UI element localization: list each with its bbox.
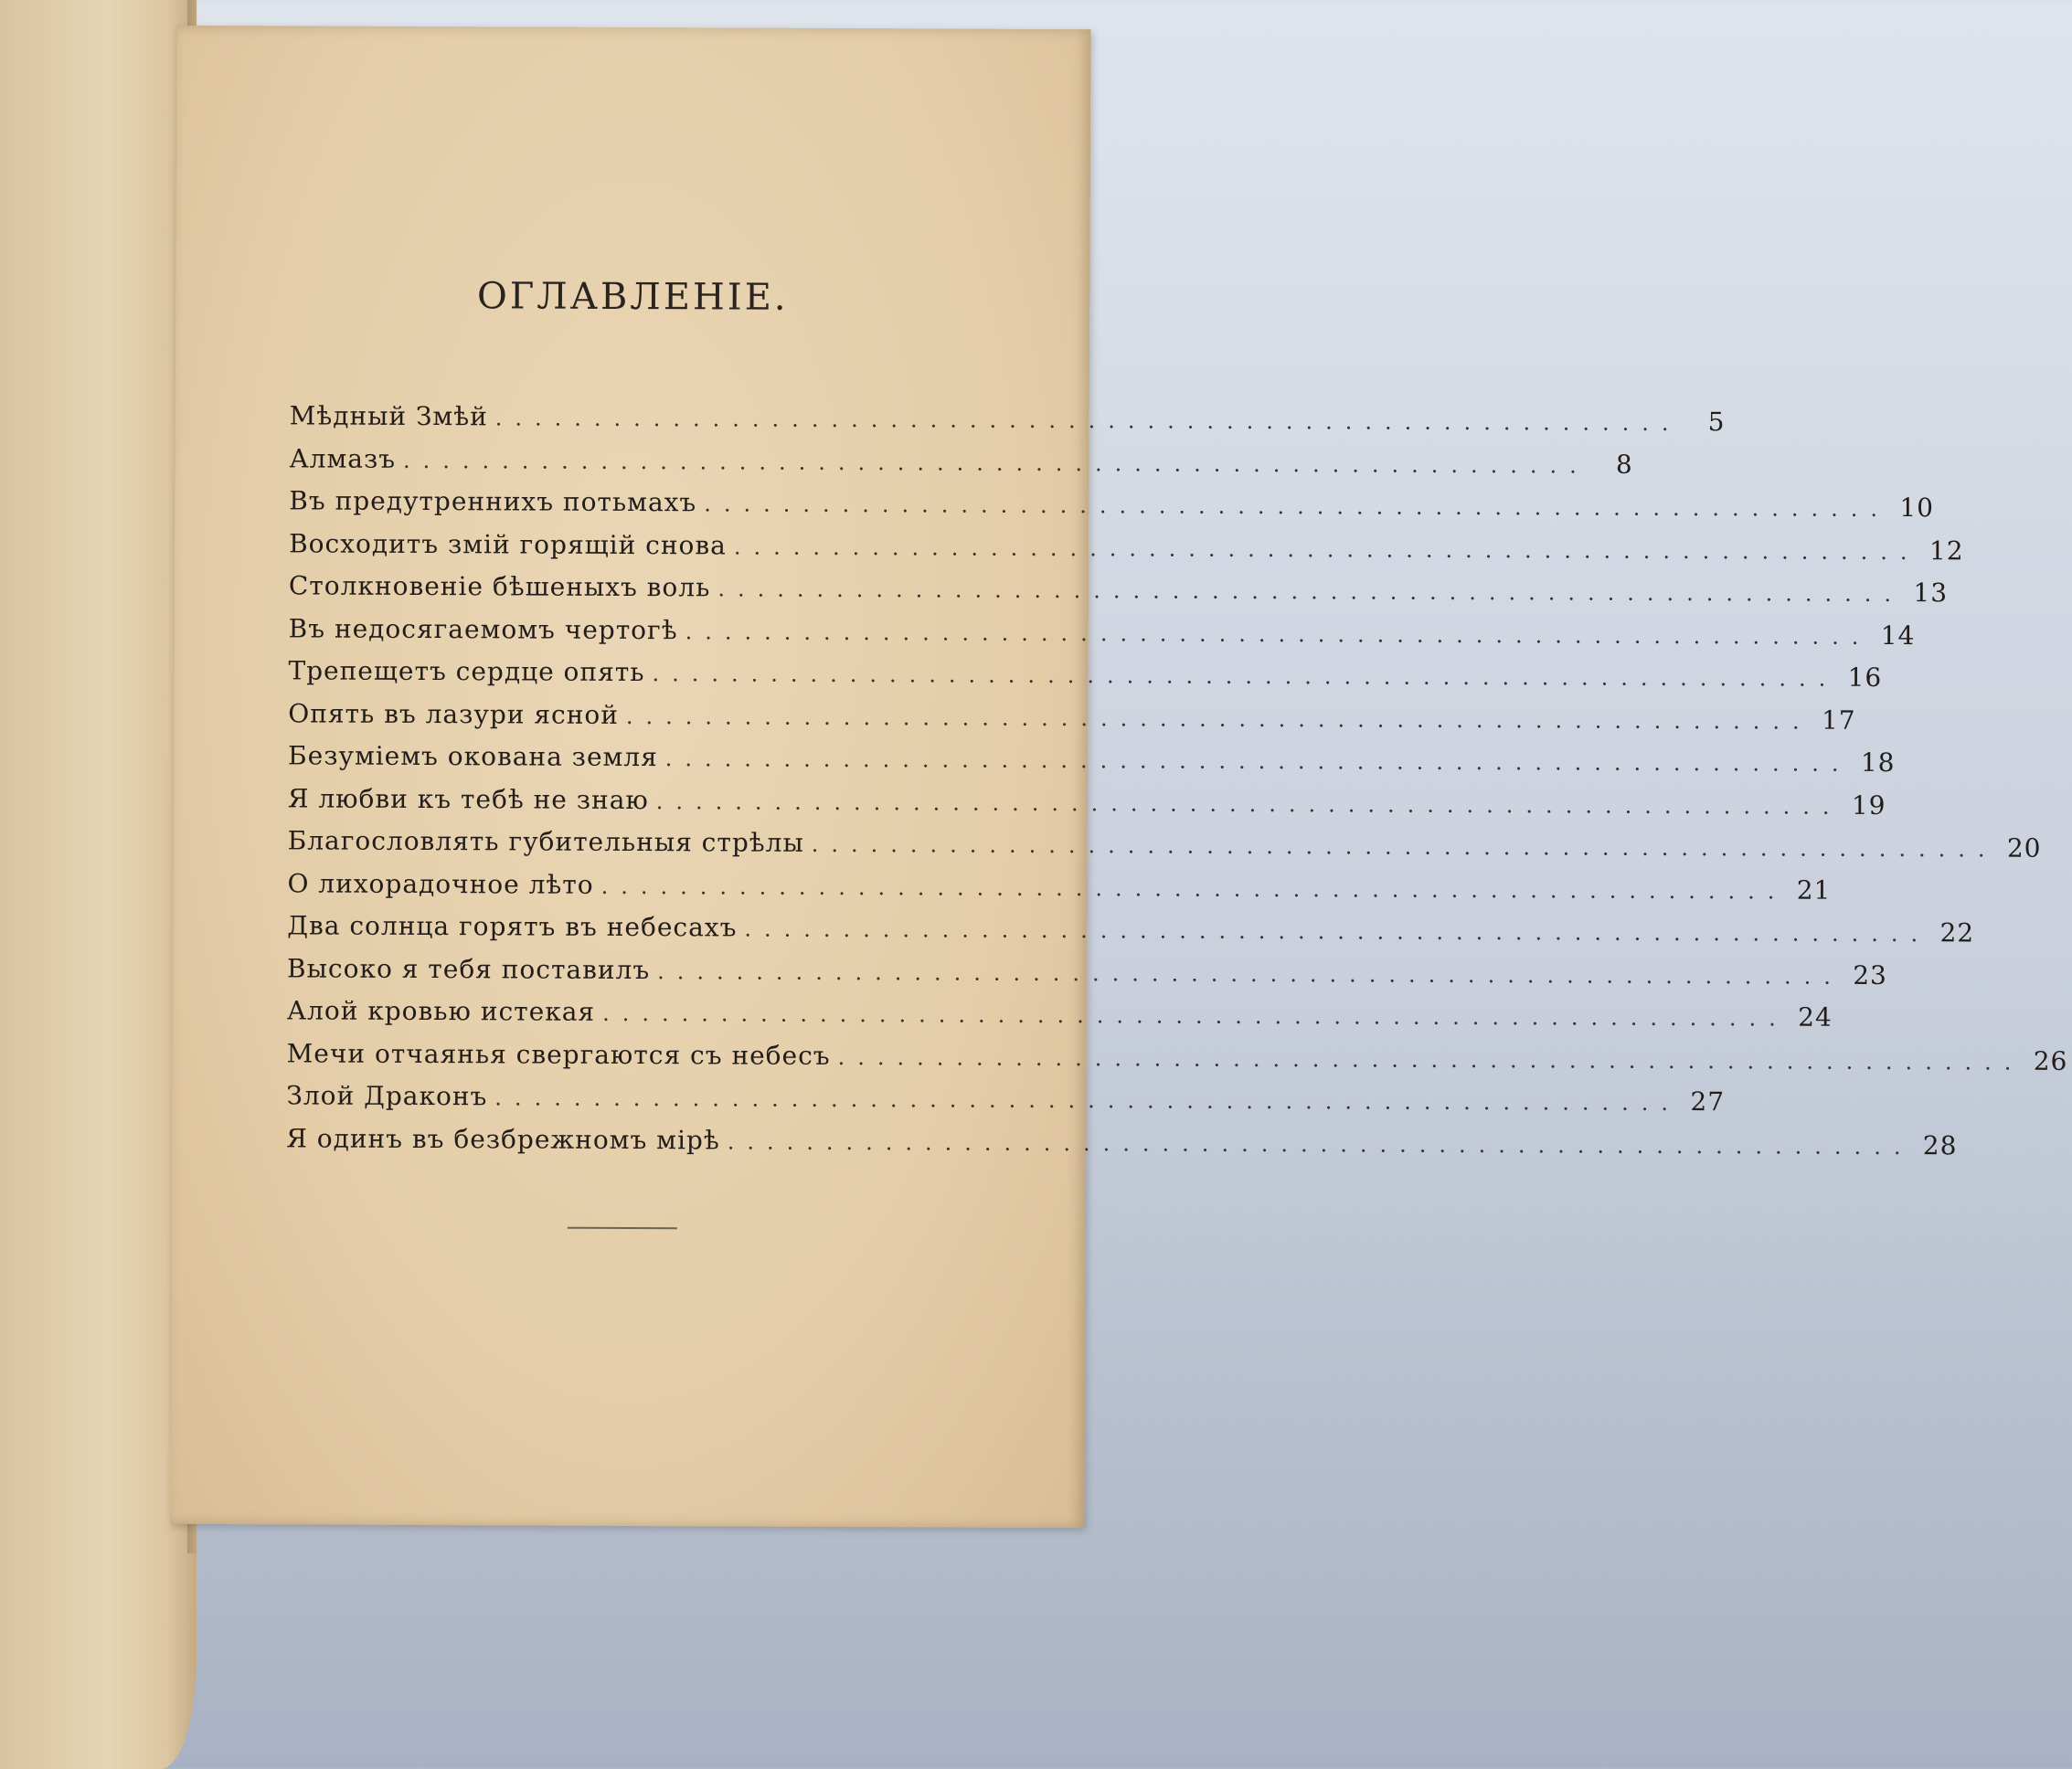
toc-entry xyxy=(288,570,1949,616)
toc-entry-title: Мѣдный Змѣй xyxy=(289,400,488,432)
left-page xyxy=(0,0,197,1769)
dot-leader: ............................................................ xyxy=(837,1043,2024,1075)
dot-leader: ............................................................ xyxy=(657,958,1844,990)
dot-leader: ............................................................ xyxy=(403,447,1589,479)
toc-entry-title: Я одинъ въ безбрежномъ мірѣ xyxy=(286,1122,720,1155)
dot-leader: ............................................................ xyxy=(625,703,1812,735)
toc-entry-title: О лихорадочное лѣто xyxy=(287,867,594,900)
toc-entry xyxy=(289,485,1935,531)
end-rule xyxy=(568,1227,677,1230)
dot-leader: ............................................................ xyxy=(717,576,1905,608)
dot-leader: ............................................................ xyxy=(733,533,1920,565)
dot-leader: ............................................................ xyxy=(494,405,1682,437)
toc-entry xyxy=(286,995,1833,1041)
dot-leader: ............................................................ xyxy=(685,618,1872,650)
dot-leader: ............................................................ xyxy=(652,661,1839,692)
toc-entry-title: Высоко я тебя поставилъ xyxy=(287,952,651,985)
toc-entry-title: Опять въ лазури ясной xyxy=(288,697,620,730)
toc-entry xyxy=(286,1122,1958,1169)
toc-entry-page: 17 xyxy=(1821,704,1856,736)
toc-entry-page: 16 xyxy=(1847,662,1883,693)
dot-leader: ............................................................ xyxy=(494,1085,1682,1117)
dot-leader: ............................................................ xyxy=(600,873,1788,905)
dot-leader: ............................................................ xyxy=(744,916,1931,948)
toc-entry-page: 14 xyxy=(1880,620,1916,651)
dot-leader: ............................................................ xyxy=(811,831,1998,863)
contents-page xyxy=(170,26,2068,1528)
toc-entry-title: Восходитъ змій горящій снова xyxy=(289,527,727,560)
toc-entry-page: 8 xyxy=(1615,449,1633,480)
toc-entry xyxy=(287,952,1887,999)
toc-entry-title: Въ недосягаемомъ чертогѣ xyxy=(288,612,678,645)
toc-entry-page: 21 xyxy=(1796,874,1832,906)
toc-entry xyxy=(287,782,1886,829)
toc-entry xyxy=(289,442,1633,489)
toc-entry-title: Мечи отчаянья свергаются съ небесъ xyxy=(286,1037,831,1071)
toc-entry-page: 5 xyxy=(1707,407,1726,438)
toc-entry xyxy=(289,527,1964,574)
toc-entry-title: Два солнца горятъ въ небесахъ xyxy=(287,910,738,943)
dot-leader: ............................................................ xyxy=(704,491,1891,523)
toc-entry-title: Въ предутреннихъ потьмахъ xyxy=(289,485,697,518)
toc-entry-page: 13 xyxy=(1913,577,1949,609)
dot-leader: ............................................................ xyxy=(727,1128,1914,1160)
toc-entry-page: 20 xyxy=(2006,832,2042,863)
toc-list xyxy=(286,400,2068,1168)
toc-entry-title: Столкновеніе бѣшеныхъ воль xyxy=(288,570,711,603)
toc-entry xyxy=(289,400,1726,446)
toc-entry xyxy=(286,1037,2068,1084)
toc-entry-page: 22 xyxy=(1939,917,1975,948)
toc-entry-title: Я любви къ тебѣ не знаю xyxy=(287,782,649,815)
toc-entry-title: Алмазъ xyxy=(289,442,397,474)
dot-leader: ............................................................ xyxy=(655,788,1843,820)
toc-entry-page: 26 xyxy=(2033,1045,2068,1076)
toc-entry xyxy=(287,867,1832,914)
toc-entry xyxy=(288,697,1856,744)
toc-entry-title: Благословлять губительныя стрѣлы xyxy=(287,825,804,858)
toc-entry xyxy=(286,1080,1726,1126)
toc-entry-page: 18 xyxy=(1860,747,1896,779)
toc-entry-title: Безуміемъ окована земля xyxy=(288,740,658,773)
toc-entry-title: Трепещетъ сердце опять xyxy=(288,655,645,688)
toc-entry-page: 27 xyxy=(1690,1086,1726,1118)
toc-entry-page: 28 xyxy=(1922,1129,1958,1160)
toc-entry-page: 23 xyxy=(1853,959,1887,990)
toc-entry xyxy=(287,825,2042,871)
toc-entry-page: 19 xyxy=(1851,789,1886,821)
dot-leader: ............................................................ xyxy=(602,1000,1789,1032)
toc-entry-title: Злой Драконъ xyxy=(286,1080,488,1112)
toc-entry-page: 10 xyxy=(1899,493,1935,524)
toc-entry-page: 12 xyxy=(1929,535,1964,566)
toc-entry xyxy=(288,655,1883,701)
toc-entry xyxy=(288,612,1916,659)
dot-leader: ............................................................ xyxy=(664,746,1852,777)
toc-entry xyxy=(288,740,1896,786)
toc-entry xyxy=(287,910,1975,956)
contents-heading: ОГЛАВЛЕНІЕ. xyxy=(476,275,789,319)
toc-entry-title: Алой кровью истекая xyxy=(286,995,596,1027)
toc-entry-page: 24 xyxy=(1798,1001,1833,1033)
